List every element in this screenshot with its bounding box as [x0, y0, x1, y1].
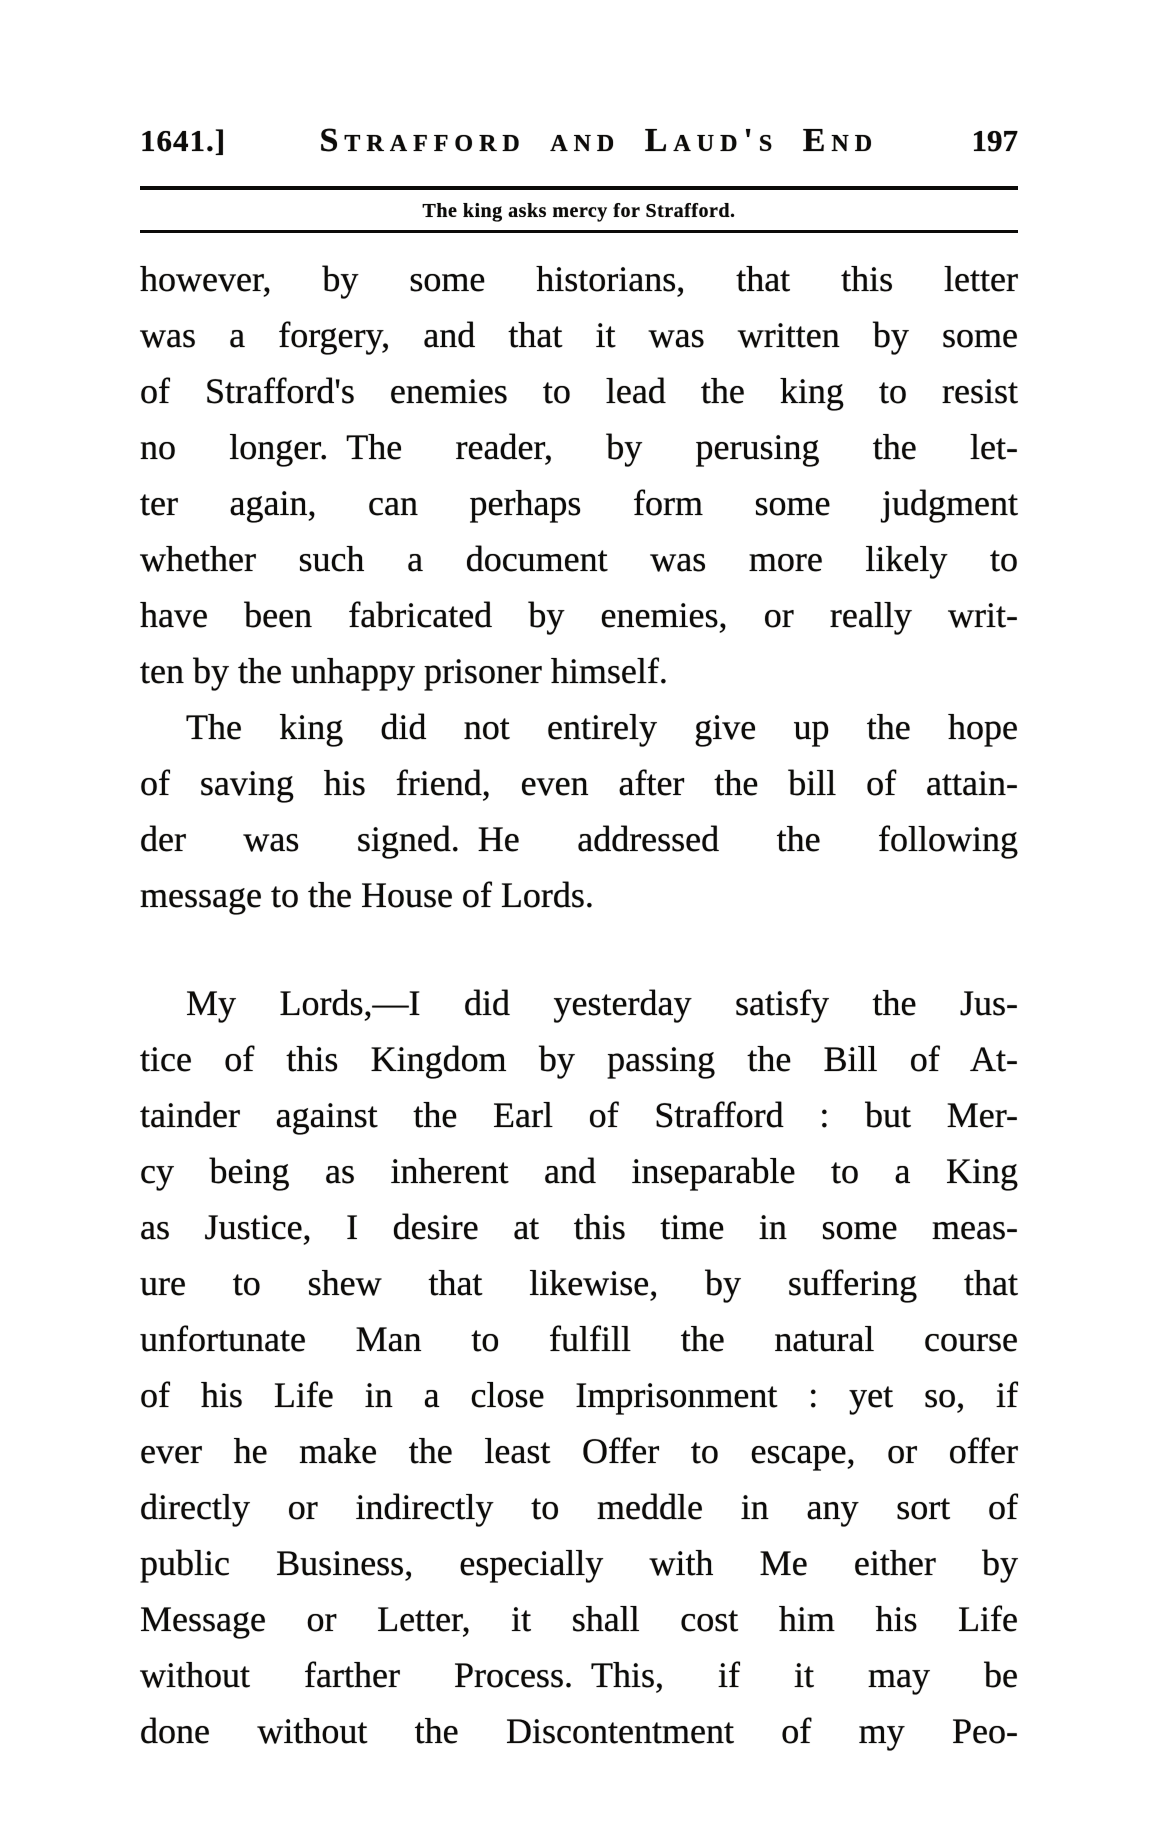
- text-line: My Lords,—I did yesterday satisfy the Jus-: [186, 983, 1018, 1023]
- text-line: The king did not entirely give up the hope: [186, 707, 1018, 747]
- text-line: Message or Letter, it shall cost him his Life: [140, 1599, 1018, 1639]
- text-line: tainder against the Earl of Strafford : but Mer-: [140, 1095, 1018, 1135]
- header-rule-bottom: [140, 230, 1018, 233]
- page-header: [140, 122, 1018, 160]
- paragraph: [140, 699, 1018, 923]
- text-line: have been fabricated by enemies, or really writ-: [140, 595, 1018, 635]
- text-line: done without the Discontentment of my Peo-: [140, 1711, 1018, 1751]
- text-line: message to the House of Lords.: [140, 875, 594, 915]
- header-year: 1641.]: [140, 123, 227, 158]
- paragraph: [140, 251, 1018, 699]
- text-line: der was signed. He addressed the following: [140, 819, 1018, 859]
- header-rule-top: [140, 186, 1018, 190]
- text-line: directly or indirectly to meddle in any sort of: [140, 1487, 1018, 1527]
- text-line: whether such a document was more likely to: [140, 539, 1018, 579]
- text-line: cy being as inherent and inseparable to a King: [140, 1151, 1018, 1191]
- text-line: ten by the unhappy prisoner himself.: [140, 651, 668, 691]
- body-text: [140, 251, 1018, 1759]
- running-head: The king asks mercy for Strafford.: [422, 200, 736, 222]
- text-line: ever he make the least Offer to escape, or offer: [140, 1431, 1018, 1471]
- text-line: of Strafford's enemies to lead the king to resist: [140, 371, 1018, 411]
- text-line: without farther Process. This, if it may be: [140, 1655, 1018, 1695]
- text-line: ure to shew that likewise, by suffering that: [140, 1263, 1018, 1303]
- header-title: Strafford and Laud's End: [319, 122, 879, 159]
- text-line: no longer. The reader, by perusing the let-: [140, 427, 1018, 467]
- text-line: was a forgery, and that it was written by some: [140, 315, 1018, 355]
- text-line: tice of this Kingdom by passing the Bill of At-: [140, 1039, 1018, 1079]
- text-line: as Justice, I desire at this time in some meas-: [140, 1207, 1018, 1247]
- paragraph: [140, 975, 1018, 1759]
- text-line: ter again, can perhaps form some judgment: [140, 483, 1018, 523]
- text-line: of saving his friend, even after the bill of attain-: [140, 763, 1018, 803]
- header-page-number: 197: [971, 123, 1018, 158]
- text-line: public Business, especially with Me either by: [140, 1543, 1018, 1583]
- text-line: of his Life in a close Imprisonment : yet so, if: [140, 1375, 1018, 1415]
- text-line: unfortunate Man to fulfill the natural course: [140, 1319, 1018, 1359]
- text-line: however, by some historians, that this letter: [140, 259, 1018, 299]
